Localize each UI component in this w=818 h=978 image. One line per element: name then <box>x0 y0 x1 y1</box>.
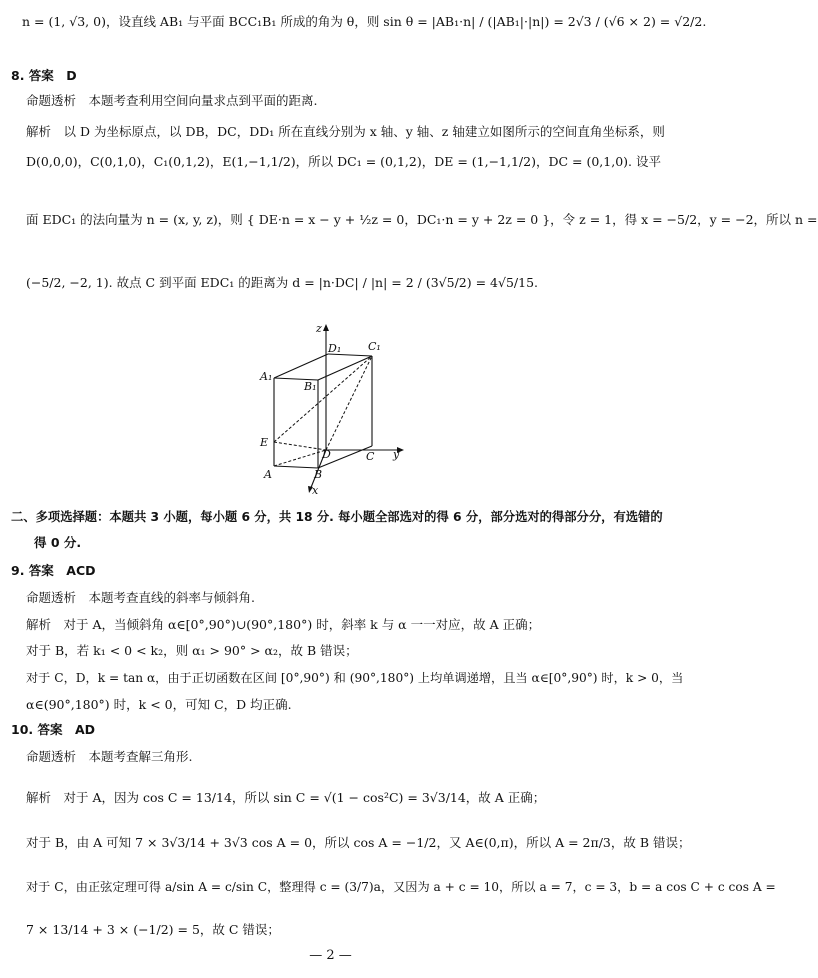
text-line-12: 解析 对于 A，当倾斜角 α∈[0°,90°)∪(90°,180°) 时，斜率 k 与 α 一一对应，故 A 正确； <box>26 617 541 632</box>
page-number: — 2 — <box>309 948 352 963</box>
text-line-18: 解析 对于 A，因为 cos C = 13/14，所以 sin C = √(1 − cos²C) = 3√3/14，故 A 正确； <box>26 790 546 805</box>
svg-text:A₁: A₁ <box>260 370 273 383</box>
text-line-19: 对于 B，由 A 可知 7 × 3√3/14 + 3√3 cos A = 0，所以 cos A = −1/2，又 A∈(0,π)，所以 A = 2π/3，故 B 错误； <box>26 835 691 850</box>
svg-text:x: x <box>312 484 319 497</box>
text-line-17: 命题透析 本题考查解三角形. <box>26 749 193 764</box>
svg-text:y: y <box>393 448 400 461</box>
svg-text:D: D <box>322 448 331 461</box>
answer-heading-10: 10. 答案 AD <box>11 722 96 737</box>
svg-text:E: E <box>260 436 269 449</box>
text-line-3: 命题透析 本题考查利用空间向量求点到平面的距离. <box>26 93 318 108</box>
answer-heading-8: 8. 答案 D <box>11 68 77 83</box>
svg-text:D₁: D₁ <box>328 342 342 355</box>
section-heading: 二、多项选择题：本题共 3 小题，每小题 6 分，共 18 分. 每小题全部选对的得 6 分，部分选对的得部分分，有选错的 <box>11 510 663 524</box>
text-line-21: 7 × 13/14 + 3 × (−1/2) = 5，故 C 错误； <box>26 922 280 937</box>
text-line-11: 命题透析 本题考查直线的斜率与倾斜角. <box>26 590 255 605</box>
text-line-5: D(0,0,0)，C(0,1,0)，C₁(0,1,2)，E(1,−1,1/2)，所以 DC₁ = (0,1,2)，DE = (1,−1,1/2)，DC = (0,1,0). 设平 <box>26 154 661 169</box>
text-line-1: n = (1, √3, 0)，设直线 AB₁ 与平面 BCC₁B₁ 所成的角为 θ，则 sin θ = |AB₁·n| / (|AB₁|·|n|) = 2√3 / (√6 × 2) = √2/2. <box>22 14 707 29</box>
svg-text:C₁: C₁ <box>368 340 381 353</box>
svg-text:B: B <box>314 468 323 481</box>
text-line-15: α∈(90°,180°) 时，k < 0，可知 C，D 均正确. <box>26 697 292 712</box>
svg-text:B₁: B₁ <box>304 380 317 393</box>
text-line-6: 面 EDC₁ 的法向量为 n = (x, y, z)，则 { DE·n = x − y + ½z = 0，DC₁·n = y + 2z = 0 }，令 z = 1，得 x = −5/2，y = −2，所以 n = <box>26 212 818 227</box>
text-line-7: (−5/2, −2, 1). 故点 C 到平面 EDC₁ 的距离为 d = |n·DC| / |n| = 2 / (3√5/2) = 4√5/15. <box>26 275 539 290</box>
text-line-20: 对于 C，由正弦定理可得 a/sin A = c/sin C，整理得 c = (3/7)a，又因为 a + c = 10，所以 a = 7，c = 3，b = a cos C + c cos A = <box>26 880 776 894</box>
answer-heading-9: 9. 答案 ACD <box>11 563 96 578</box>
text-line-14: 对于 C，D，k = tan α，由于正切函数在区间 [0°,90°) 和 (90°,180°) 上均单调递增，且当 α∈[0°,90°) 时，k > 0，当 <box>26 671 684 685</box>
section-heading-cont: 得 0 分. <box>34 535 82 550</box>
text-line-4: 解析 以 D 为坐标原点，以 DB，DC，DD₁ 所在直线分别为 x 轴、y 轴、z 轴建立如图所示的空间直角坐标系，则 <box>26 124 665 139</box>
svg-text:A: A <box>264 468 272 481</box>
cuboid-figure <box>248 318 410 496</box>
svg-text:z: z <box>316 322 322 335</box>
text-line-13: 对于 B，若 k₁ < 0 < k₂，则 α₁ > 90° > α₂，故 B 错误； <box>26 643 358 658</box>
svg-text:C: C <box>366 450 375 463</box>
